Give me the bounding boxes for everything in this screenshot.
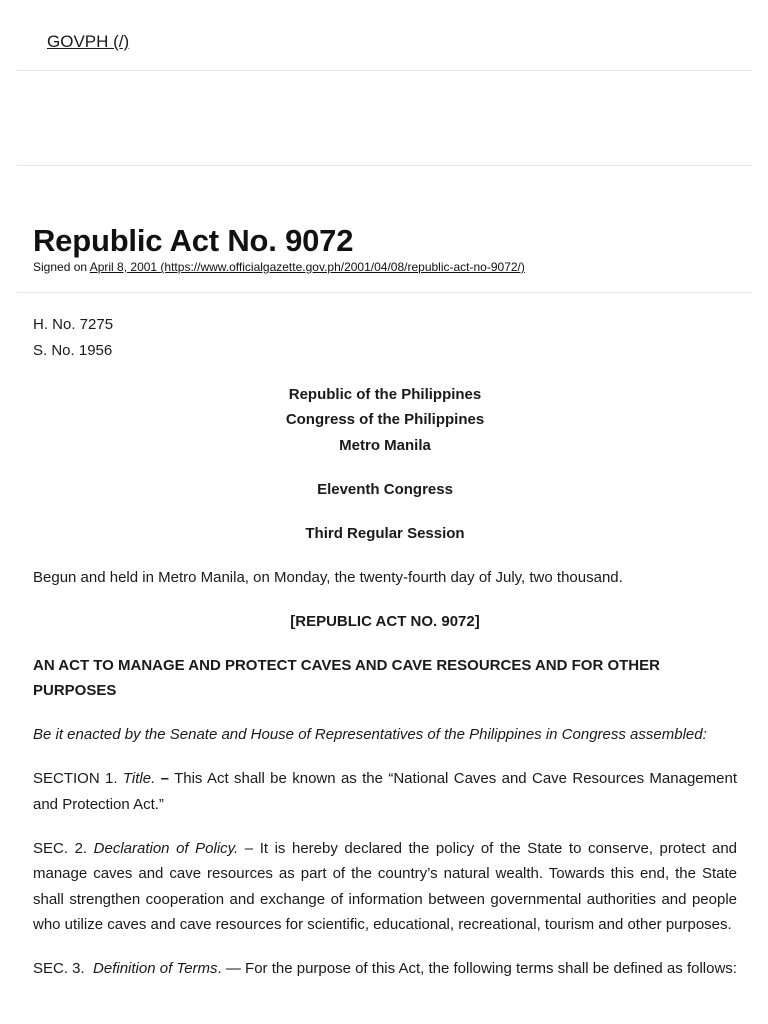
section-3-text: . — For the purpose of this Act, the following terms shall be defined as follows: bbox=[217, 960, 737, 977]
section-1-label: SECTION 1. bbox=[33, 770, 118, 787]
title-divider bbox=[17, 292, 752, 293]
section-1-text: This Act shall be known as the “National Caves and Cave Resources Management and Protection Act.” bbox=[33, 770, 737, 813]
site-header bbox=[0, 0, 768, 71]
section-2 bbox=[33, 836, 737, 938]
act-content bbox=[33, 312, 737, 982]
senate-number: S. No. 1956 bbox=[33, 341, 113, 359]
section-3-heading: Definition of Terms bbox=[93, 960, 218, 977]
govph-home-link[interactable]: GOVPH (/) bbox=[47, 32, 130, 51]
title-block bbox=[33, 222, 753, 275]
location-line: Metro Manila bbox=[339, 436, 431, 454]
section-2-heading: Declaration of Policy. bbox=[93, 839, 239, 857]
republic-line: Republic of the Philippines bbox=[288, 385, 482, 403]
banner-divider bbox=[17, 165, 752, 166]
act-number-bracket: [REPUBLIC ACT NO. 9072] bbox=[290, 612, 480, 630]
congress-line: Congress of the Philippines bbox=[285, 411, 485, 428]
section-3-label: SEC. 3. bbox=[33, 960, 85, 977]
signed-date-link[interactable]: April 8, 2001 (https://www.officialgazette.gov.ph/2001/04/08/republic-act-no-9072/) bbox=[89, 260, 525, 274]
session-line: Third Regular Session bbox=[305, 524, 465, 542]
section-2-text: – It is hereby declared the policy of the State to conserve, protect and manage caves and cave resources as part of the country’s natural wealth. Towards this end, the State shall strengthen cooperation and exchange of information between governmental authorities and people who utilize caves and cave resources for scientific, educational, recreational, tourism and other purposes. bbox=[33, 839, 738, 933]
section-3 bbox=[33, 956, 737, 982]
enacting-clause: Be it enacted by the Senate and House of Representatives of the Philippines in Congress assembled: bbox=[33, 726, 707, 743]
signed-line bbox=[33, 259, 753, 275]
begun-line: Begun and held in Metro Manila, on Monday, the twenty-fourth day of July, two thousand. bbox=[33, 568, 623, 586]
congress-number: Eleventh Congress bbox=[317, 480, 453, 498]
house-number: H. No. 7275 bbox=[33, 316, 114, 333]
header-divider bbox=[17, 70, 752, 71]
signed-prefix: Signed on bbox=[33, 260, 88, 274]
section-1-heading: Title. bbox=[122, 770, 156, 787]
section-1-dash: – bbox=[160, 770, 169, 787]
section-2-label: SEC. 2. bbox=[33, 839, 88, 857]
section-1 bbox=[33, 766, 737, 817]
act-title: AN ACT TO MANAGE AND PROTECT CAVES AND CAVE RESOURCES AND FOR OTHER PURPOSES bbox=[33, 656, 660, 699]
page-title: Republic Act No. 9072 bbox=[33, 223, 354, 258]
